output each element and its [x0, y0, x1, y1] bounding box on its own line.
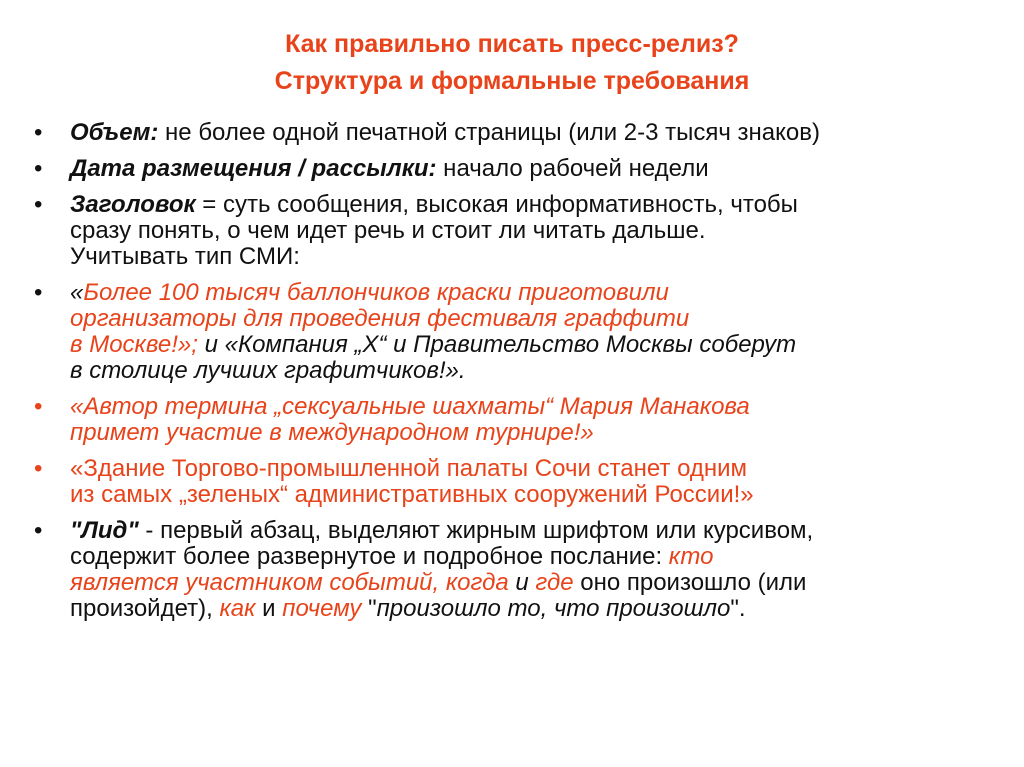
bullet-text: "	[361, 595, 377, 622]
bullet-example-graffiti	[34, 280, 994, 384]
quote-mark: «	[70, 279, 84, 306]
bullet-text: и	[255, 595, 283, 622]
example-red-text: «Здание Торгово-промышленной палаты Сочи станет одним	[70, 455, 748, 482]
example-red-text: из самых „зеленых“ административных сооружений России!»	[70, 481, 754, 508]
bullet-term: "Лид"	[70, 517, 139, 544]
bullet-text: оно произошло (или	[573, 569, 807, 596]
bullet-term: Заголовок	[70, 191, 196, 218]
bullet-date	[34, 156, 994, 182]
lead-keyword: является участником событий, когда	[70, 569, 509, 596]
example-red-text: организаторы для проведения фестиваля граффити	[70, 305, 690, 332]
bullet-example-sochi	[34, 456, 994, 508]
example-red-text: «Автор термина „сексуальные шахматы“ Мария Манакова	[70, 393, 750, 420]
bullet-headline	[34, 192, 994, 270]
example-black-text: и «Компания „Х“ и Правительство Москвы соберут	[197, 331, 797, 358]
example-red-text: Более 100 тысяч баллончиков краски приготовили	[83, 279, 669, 306]
lead-quote: произошло то, что произошло	[376, 595, 731, 622]
bullet-text: сразу понять, о чем идет речь и стоит ли читать дальше.	[70, 217, 706, 244]
bullet-text: ".	[730, 595, 746, 622]
bullet-example-chess	[34, 394, 994, 446]
bullet-text: не более одной печатной страницы (или 2-3 тысяч знаков)	[158, 119, 821, 146]
bullet-list	[34, 120, 994, 632]
bullet-term: Объем:	[70, 119, 159, 146]
bullet-text: начало рабочей недели	[436, 155, 709, 182]
example-red-text: примет участие в международном турнире!»	[70, 419, 594, 446]
example-red-text: в Москве!»;	[70, 331, 198, 358]
lead-keyword: как	[219, 595, 256, 622]
bullet-dot-icon	[34, 156, 54, 182]
lead-keyword: почему	[282, 595, 362, 622]
example-black-text: в столице лучших графитчиков!».	[70, 357, 466, 384]
bullet-text: произойдет),	[70, 595, 220, 622]
bullet-lead	[34, 518, 994, 622]
bullet-text: и	[508, 569, 536, 596]
slide-title-line2: Структура и формальные требования	[274, 67, 750, 95]
slide-title-line1: Как правильно писать пресс-релиз?	[285, 30, 739, 58]
bullet-dot-icon	[34, 192, 54, 218]
bullet-dot-icon	[34, 394, 54, 420]
bullet-dot-icon	[34, 456, 54, 482]
bullet-term: Дата размещения / рассылки:	[70, 155, 437, 182]
bullet-text: Учитывать тип СМИ:	[70, 243, 300, 270]
lead-keyword: где	[535, 569, 574, 596]
bullet-text: = суть сообщения, высокая информативность, чтобы	[195, 191, 798, 218]
bullet-dot-icon	[34, 518, 54, 544]
lead-keyword: кто	[668, 543, 714, 570]
bullet-dot-icon	[34, 120, 54, 146]
bullet-dot-icon	[34, 280, 54, 306]
bullet-volume	[34, 120, 994, 146]
bullet-text: содержит более развернутое и подробное послание:	[70, 543, 669, 570]
bullet-text: - первый абзац, выделяют жирным шрифтом или курсивом,	[138, 517, 814, 544]
